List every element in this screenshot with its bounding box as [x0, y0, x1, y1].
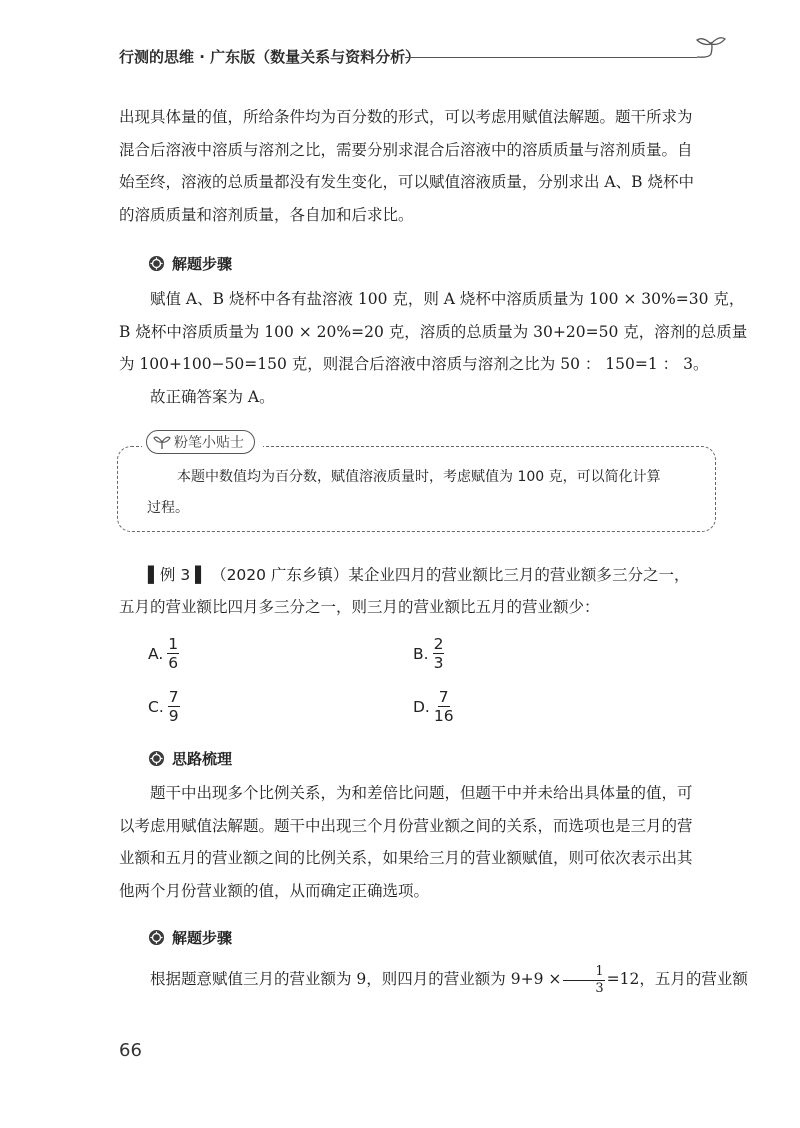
option-letter: D. [413, 697, 430, 716]
analysis-paragraph [119, 777, 719, 907]
option-a[interactable] [148, 635, 179, 672]
badge-icon [148, 750, 165, 767]
analysis-line: 他两个月份营业额的值，从而确定正确选项。 [119, 881, 430, 900]
fraction-numerator: 7 [168, 688, 179, 706]
analysis-line: 业额和五月的营业额之间的比例关系，如果给三月的营业额赋值，则可依次表示出其 [119, 849, 693, 867]
fraction-denominator: 9 [168, 707, 179, 725]
section-title: 解题步骤 [172, 929, 233, 947]
fraction-numerator: 7 [438, 688, 449, 706]
example-text: 五月的营业额比四月多三分之一，则三月的营业额比五月的营业额少： [119, 598, 600, 616]
example-text: （2020 广东乡镇）某企业四月的营业额比三月的营业额多三分之一， [211, 566, 690, 584]
tip-text [147, 462, 707, 524]
fraction-denominator: 3 [433, 654, 444, 672]
section-heading-steps [148, 253, 232, 274]
solution-line: B 烧杯中溶质质量为 100 × 20%=20 克，溶质的总质量为 30+20=50 克，溶剂的总质量 [119, 322, 748, 341]
header-rule [405, 57, 697, 58]
fraction-numerator: 1 [563, 964, 604, 981]
option-fraction [434, 688, 454, 725]
section-heading-steps [148, 927, 232, 948]
header-title: 行测的思维 · 广东版（数量关系与资料分析） [119, 48, 421, 66]
badge-icon [148, 255, 165, 272]
solution2-paragraph [119, 963, 748, 997]
intro-paragraph [119, 101, 719, 231]
solution2-post: =12，五月的营业额 [606, 970, 748, 988]
fraction-numerator: 2 [433, 635, 444, 653]
sprout-icon [693, 34, 729, 62]
fraction-numerator: 1 [168, 635, 179, 653]
inline-fraction [563, 964, 604, 997]
page-number: 66 [119, 1040, 142, 1061]
intro-line: 出现具体量的值，所给条件均为百分数的形式，可以考虑用赋值法解题。题干所求为 [119, 108, 693, 126]
solution-paragraph [119, 283, 748, 413]
option-fraction [167, 635, 179, 672]
tip-line: 过程。 [147, 500, 189, 516]
sprout-icon [153, 434, 171, 450]
solution2-pre: 根据题意赋值三月的营业额为 9，则四月的营业额为 9+9 × [150, 970, 562, 988]
tip-label-text: 粉笔小贴士 [174, 435, 244, 451]
section-title: 思路梳理 [172, 750, 233, 768]
tip-label [142, 430, 263, 454]
intro-line: 的溶质质量和溶剂质量，各自加和后求比。 [119, 205, 414, 224]
intro-line: 始至终，溶液的总质量都没有发生变化，可以赋值溶液质量，分别求出 A、B 烧杯中 [119, 173, 694, 191]
fraction-denominator: 3 [595, 980, 604, 996]
solution-line: 为 100+100−50=150 克，则混合后溶液中溶质与溶剂之比为 50 ： 150=1 ： 3。 [119, 355, 709, 373]
analysis-line: 题干中出现多个比例关系，为和差倍比问题，但题干中并未给出具体量的值，可 [150, 784, 693, 802]
option-d[interactable] [413, 688, 454, 725]
option-letter: B. [413, 644, 429, 663]
section-title: 解题步骤 [172, 255, 233, 273]
example-tag: ▌例 3 ▌ [148, 566, 208, 584]
option-letter: A. [148, 644, 164, 663]
intro-line: 混合后溶液中溶质与溶剂之比，需要分别求混合后溶液中的溶质质量与溶剂质量。自 [119, 140, 693, 159]
option-fraction [433, 635, 445, 672]
running-header [119, 40, 709, 70]
option-c[interactable] [148, 688, 180, 725]
solution-line: 赋值 A、B 烧杯中各有盐溶液 100 克，则 A 烧杯中溶质质量为 100 × 30%=30 克， [150, 290, 745, 308]
badge-icon [148, 929, 165, 946]
option-b[interactable] [413, 635, 444, 672]
section-heading-analysis [148, 748, 232, 769]
tip-line: 本题中数值均为百分数，赋值溶液质量时，考虑赋值为 100 克，可以简化计算 [177, 469, 661, 485]
analysis-line: 以考虑用赋值法解题。题干中出现三个月份营业额之间的关系，而选项也是三月的营 [119, 816, 693, 835]
example-question-line [148, 563, 689, 585]
option-letter: C. [148, 697, 164, 716]
option-fraction [168, 688, 180, 725]
example-question-line [119, 595, 600, 617]
solution2-line [119, 963, 748, 997]
answer-line: 故正确答案为 A。 [150, 387, 275, 406]
tip-pill [146, 430, 255, 454]
fraction-denominator: 6 [168, 654, 179, 672]
fraction-denominator: 16 [433, 707, 454, 725]
